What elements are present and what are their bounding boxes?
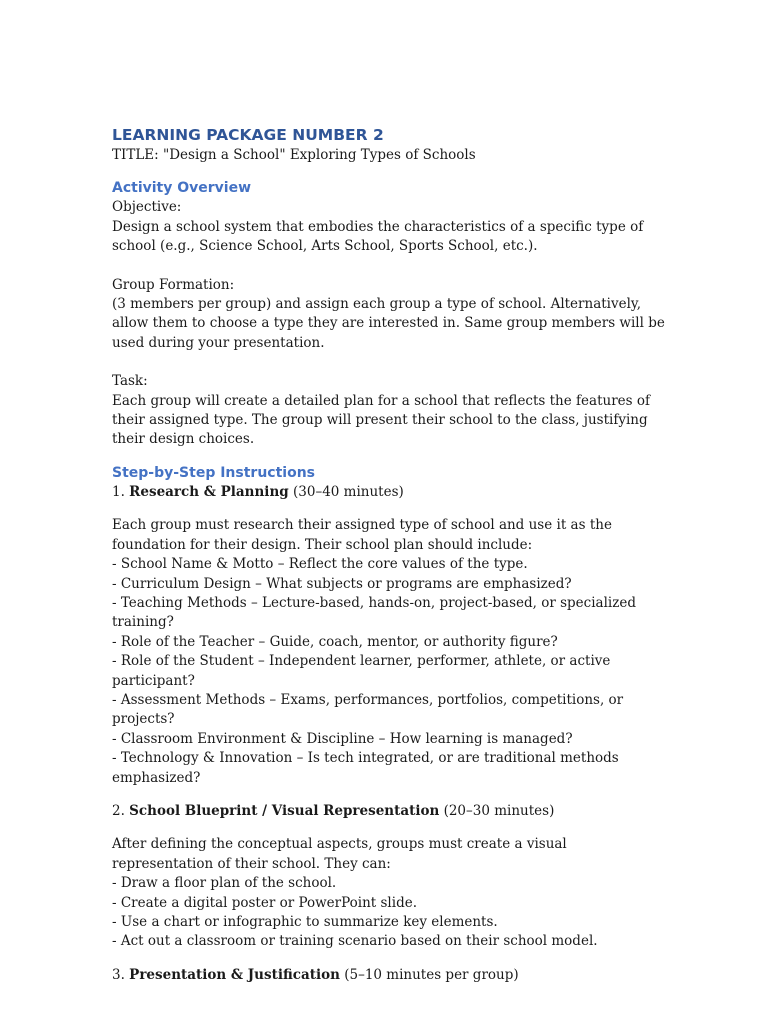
group-formation-label: Group Formation: — [112, 276, 235, 293]
list-item: - Use a chart or infographic to summarize key elements. — [112, 914, 498, 930]
step-1-duration: (30–40 minutes) — [288, 483, 404, 500]
list-item: - Role of the Student – Independent learner, performer, athlete, or active participant? — [112, 653, 611, 689]
step-1-number: 1. — [112, 483, 130, 500]
title-line: TITLE: "Design a School" Exploring Types of Schools — [112, 147, 476, 163]
list-item: - Curriculum Design – What subjects or programs are emphasized? — [112, 575, 572, 592]
list-item: - Technology & Innovation – Is tech integrated, or are traditional methods emphasized? — [112, 750, 619, 786]
step-1-title: Research & Planning — [129, 483, 289, 500]
group-formation-text: (3 members per group) and assign each group a type of school. Alternatively, allow them to choose a type they are interested in. Same group members will be used during your presentation. — [112, 296, 665, 351]
list-item: - Act out a classroom or training scenario based on their school model. — [112, 933, 598, 950]
document-heading: LEARNING PACKAGE NUMBER 2 — [112, 126, 384, 144]
step-1-intro: Each group must research their assigned type of school and use it as the foundation for their design. Their school plan should include: — [112, 517, 612, 553]
step-2-intro: After defining the conceptual aspects, groups must create a visual representation of their school. They can: — [112, 836, 567, 872]
step-2-number: 2. — [112, 802, 130, 819]
section-heading-overview: Activity Overview — [112, 180, 252, 197]
step-2-heading — [112, 802, 672, 821]
list-item: - Role of the Teacher – Guide, coach, mentor, or authority figure? — [112, 633, 558, 650]
step-3-heading — [112, 966, 672, 985]
list-item: - Assessment Methods – Exams, performances, portfolios, competitions, or projects? — [112, 691, 624, 728]
step-3-duration: (5–10 minutes per group) — [339, 966, 519, 983]
step-2-duration: (20–30 minutes) — [439, 802, 555, 819]
step-1-list — [112, 555, 672, 788]
step-2-list — [112, 874, 672, 952]
list-item: - Teaching Methods – Lecture-based, hands-on, project-based, or specialized training? — [112, 594, 636, 631]
task-label: Task: — [112, 373, 148, 390]
step-3-title: Presentation & Justification — [129, 966, 340, 983]
task-text: Each group will create a detailed plan for a school that reflects the features of their assigned type. The group will present their school to the class, justifying their design choices. — [112, 392, 650, 448]
objective-text: Design a school system that embodies the characteristics of a specific type of school (e.g., Science School, Arts School, Sports School, etc.). — [112, 218, 644, 255]
section-heading-steps: Step-by-Step Instructions — [112, 464, 316, 481]
step-2-title: School Blueprint / Visual Representation — [129, 802, 440, 819]
list-item: - Classroom Environment & Discipline – How learning is managed? — [112, 730, 573, 747]
list-item: - Create a digital poster or PowerPoint slide. — [112, 894, 417, 911]
list-item: - School Name & Motto – Reflect the core values of the type. — [112, 556, 528, 573]
list-item: - Draw a floor plan of the school. — [112, 875, 337, 892]
objective-label: Objective: — [112, 199, 182, 216]
step-1-heading — [112, 483, 672, 502]
document-content — [112, 124, 672, 985]
step-3-number: 3. — [112, 966, 130, 983]
